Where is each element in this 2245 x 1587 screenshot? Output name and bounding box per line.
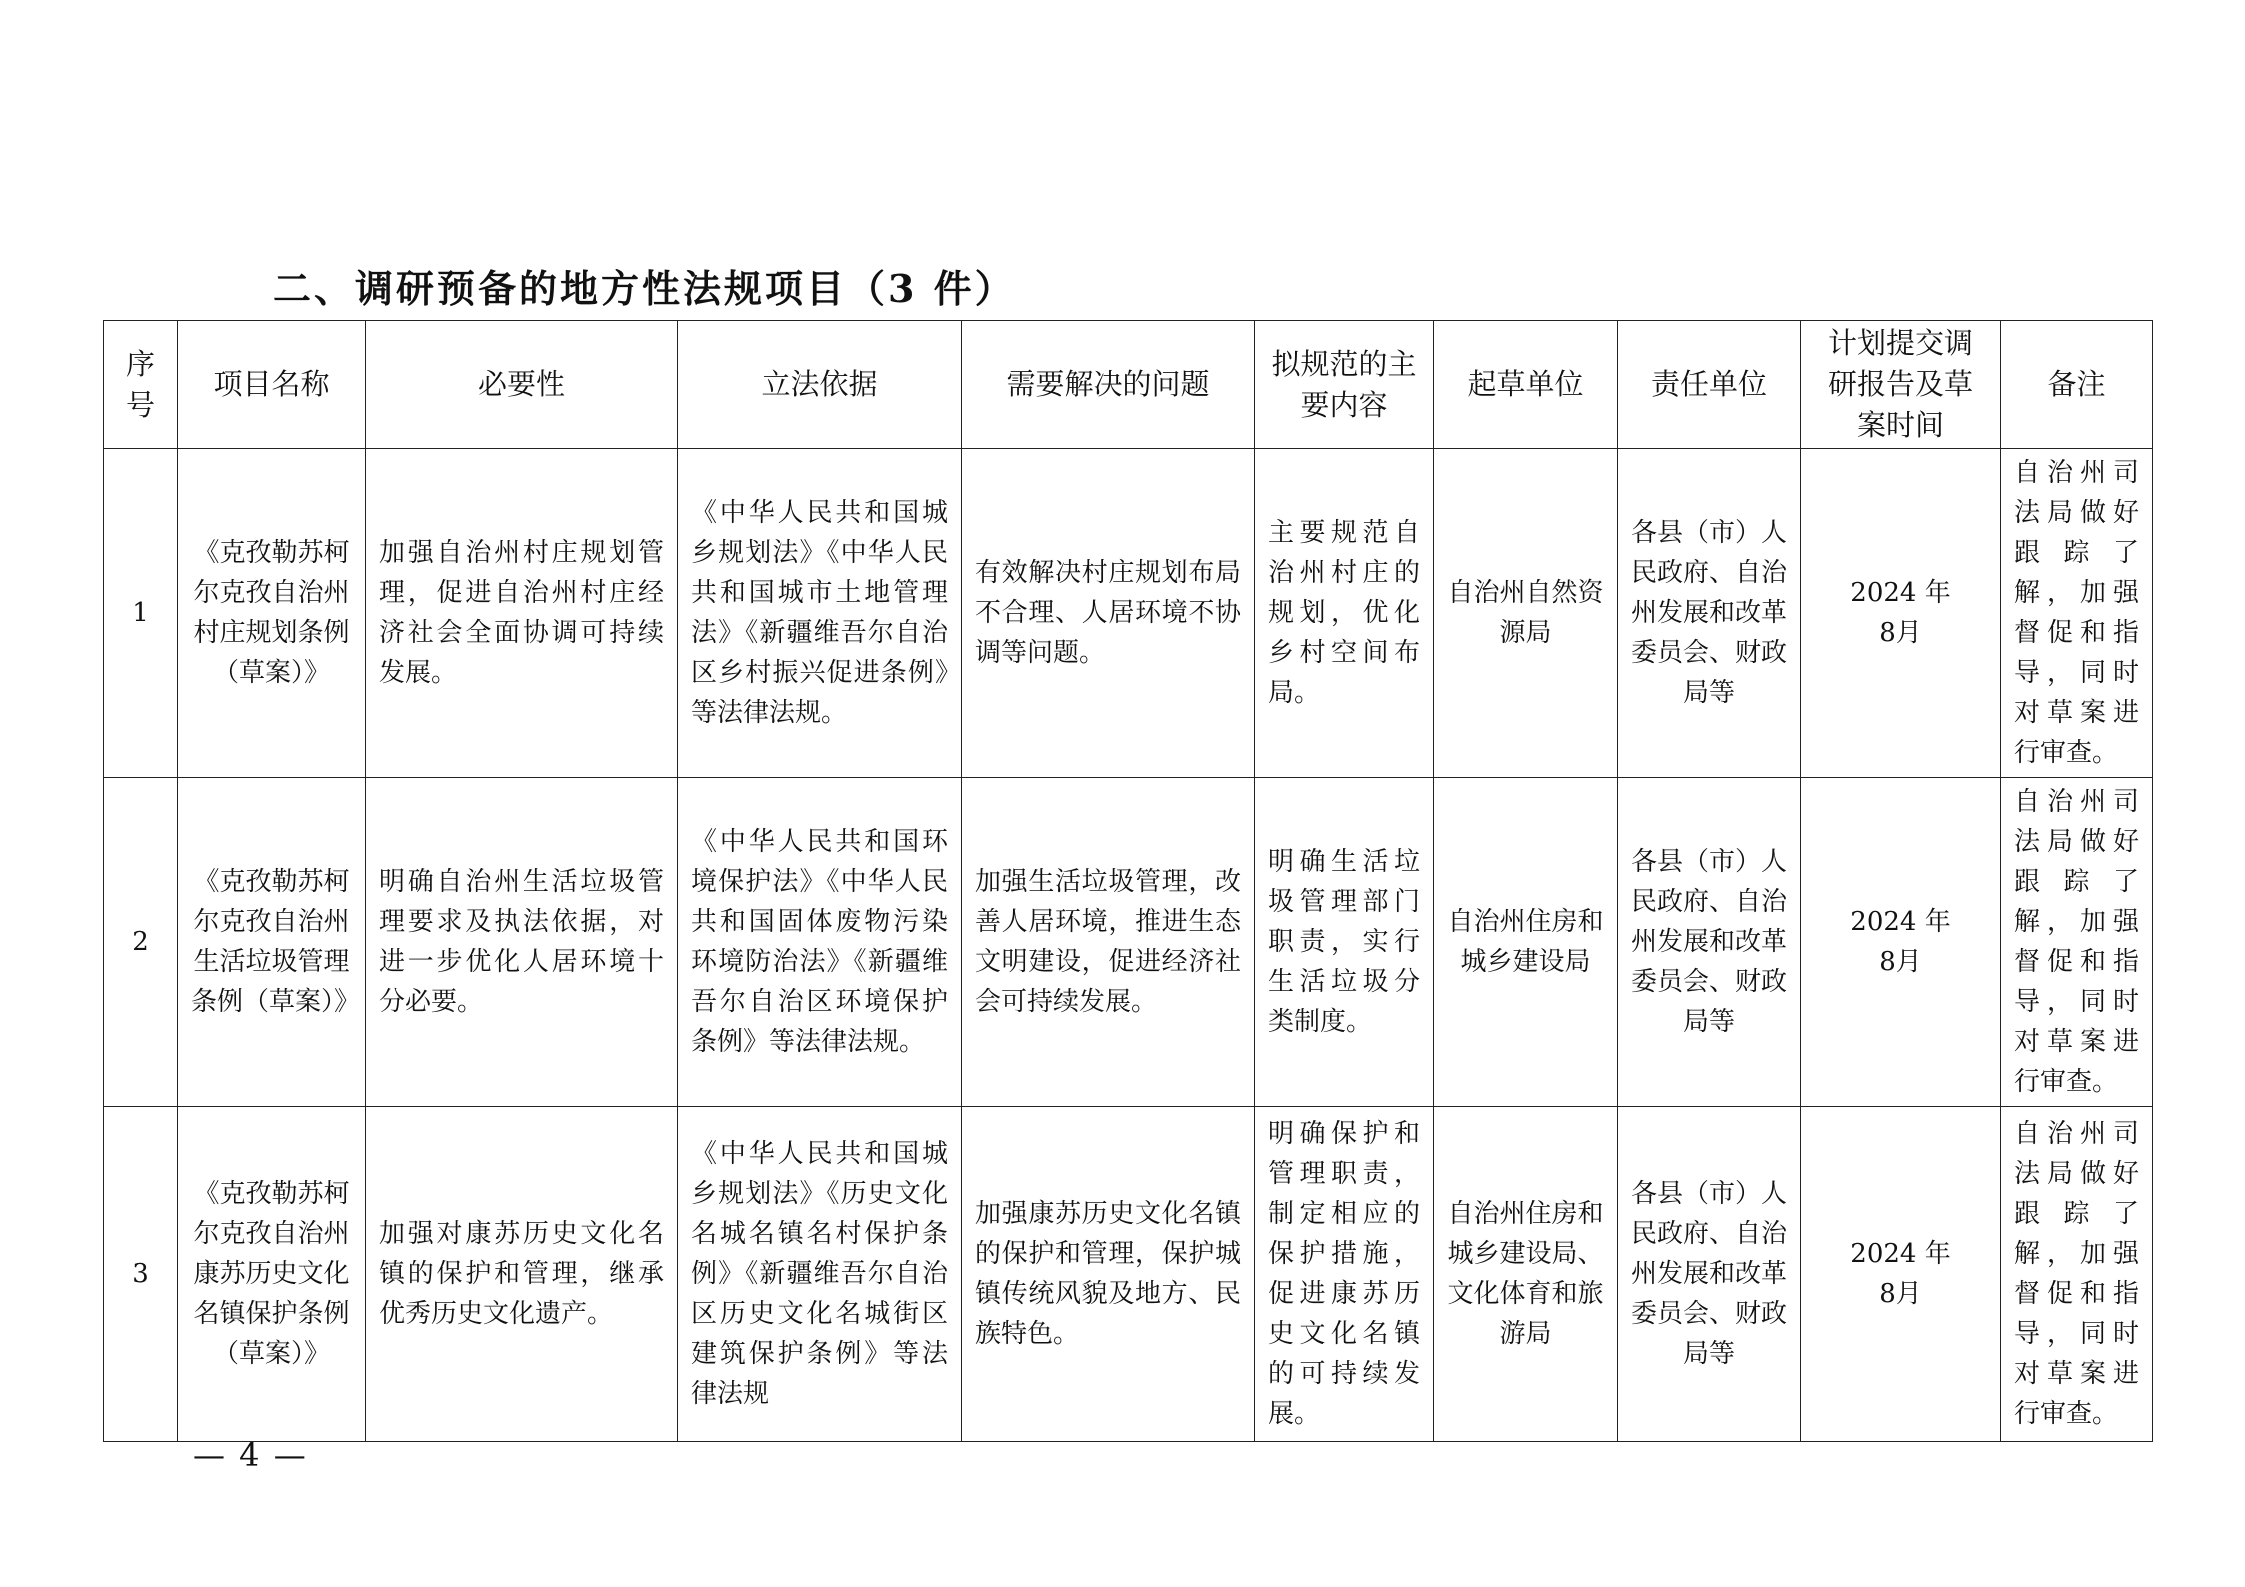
row-remarks: 自治州司法局做好跟踪了解，加强督促和指导，同时对草案进行审查。	[2001, 449, 2153, 778]
row-project-name: 《克孜勒苏柯尔克孜自治州生活垃圾管理条例（草案）》	[178, 778, 366, 1107]
header-seq: 序号	[104, 321, 178, 449]
row-necessity: 加强对康苏历史文化名镇的保护和管理，继承优秀历史文化遗产。	[366, 1107, 678, 1442]
table-row	[104, 778, 2153, 1107]
row-seq: 1	[104, 449, 178, 778]
legislation-projects-table	[103, 320, 2153, 1442]
header-drafting-unit: 起草单位	[1434, 321, 1618, 449]
row-main-content: 明确生活垃圾管理部门职责，实行生活垃圾分类制度。	[1255, 778, 1434, 1107]
header-legal-basis: 立法依据	[678, 321, 962, 449]
row-problem: 加强康苏历史文化名镇的保护和管理，保护城镇传统风貌及地方、民族特色。	[962, 1107, 1255, 1442]
header-responsible-unit: 责任单位	[1618, 321, 1801, 449]
row-responsible-unit: 各县（市）人民政府、自治州发展和改革委员会、财政局等	[1618, 778, 1801, 1107]
row-drafting-unit: 自治州住房和城乡建设局、文化体育和旅游局	[1434, 1107, 1618, 1442]
row-problem: 有效解决村庄规划布局不合理、人居环境不协调等问题。	[962, 449, 1255, 778]
row-necessity: 加强自治州村庄规划管理，促进自治州村庄经济社会全面协调可持续发展。	[366, 449, 678, 778]
page-number: — 4 —	[193, 1436, 308, 1474]
header-problem: 需要解决的问题	[962, 321, 1255, 449]
row-drafting-unit: 自治州住房和城乡建设局	[1434, 778, 1618, 1107]
row-seq: 2	[104, 778, 178, 1107]
row-submission-time: 2024 年 8月	[1801, 778, 2001, 1107]
row-legal-basis: 《中华人民共和国城乡规划法》《中华人民共和国城市土地管理法》《新疆维吾尔自治区乡村振兴促进条例》等法律法规。	[678, 449, 962, 778]
section-heading: 二、调研预备的地方性法规项目（3 件）	[273, 266, 1016, 311]
header-project-name: 项目名称	[178, 321, 366, 449]
row-responsible-unit: 各县（市）人民政府、自治州发展和改革委员会、财政局等	[1618, 1107, 1801, 1442]
row-legal-basis: 《中华人民共和国城乡规划法》《历史文化名城名镇名村保护条例》《新疆维吾尔自治区历史文化名城街区建筑保护条例》等法律法规	[678, 1107, 962, 1442]
row-project-name: 《克孜勒苏柯尔克孜自治州村庄规划条例（草案）》	[178, 449, 366, 778]
row-seq: 3	[104, 1107, 178, 1442]
header-submission-time: 计划提交调研报告及草案时间	[1801, 321, 2001, 449]
table-body	[104, 449, 2153, 1442]
row-responsible-unit: 各县（市）人民政府、自治州发展和改革委员会、财政局等	[1618, 449, 1801, 778]
row-main-content: 明确保护和管理职责，制定相应的保护措施，促进康苏历史文化名镇的可持续发展。	[1255, 1107, 1434, 1442]
row-remarks: 自治州司法局做好跟踪了解，加强督促和指导，同时对草案进行审查。	[2001, 1107, 2153, 1442]
table-row	[104, 1107, 2153, 1442]
header-main-content: 拟规范的主要内容	[1255, 321, 1434, 449]
header-row	[104, 321, 2153, 449]
row-remarks: 自治州司法局做好跟踪了解，加强督促和指导，同时对草案进行审查。	[2001, 778, 2153, 1107]
row-legal-basis: 《中华人民共和国环境保护法》《中华人民共和国固体废物污染环境防治法》《新疆维吾尔自治区环境保护条例》等法律法规。	[678, 778, 962, 1107]
table-row	[104, 449, 2153, 778]
row-drafting-unit: 自治州自然资源局	[1434, 449, 1618, 778]
row-main-content: 主要规范自治州村庄的规划，优化乡村空间布局。	[1255, 449, 1434, 778]
row-necessity: 明确自治州生活垃圾管理要求及执法依据，对进一步优化人居环境十分必要。	[366, 778, 678, 1107]
row-submission-time: 2024 年 8月	[1801, 449, 2001, 778]
row-problem: 加强生活垃圾管理，改善人居环境，推进生态文明建设，促进经济社会可持续发展。	[962, 778, 1255, 1107]
table-header	[104, 321, 2153, 449]
header-remarks: 备注	[2001, 321, 2153, 449]
header-necessity: 必要性	[366, 321, 678, 449]
row-project-name: 《克孜勒苏柯尔克孜自治州康苏历史文化名镇保护条例（草案）》	[178, 1107, 366, 1442]
row-submission-time: 2024 年 8月	[1801, 1107, 2001, 1442]
